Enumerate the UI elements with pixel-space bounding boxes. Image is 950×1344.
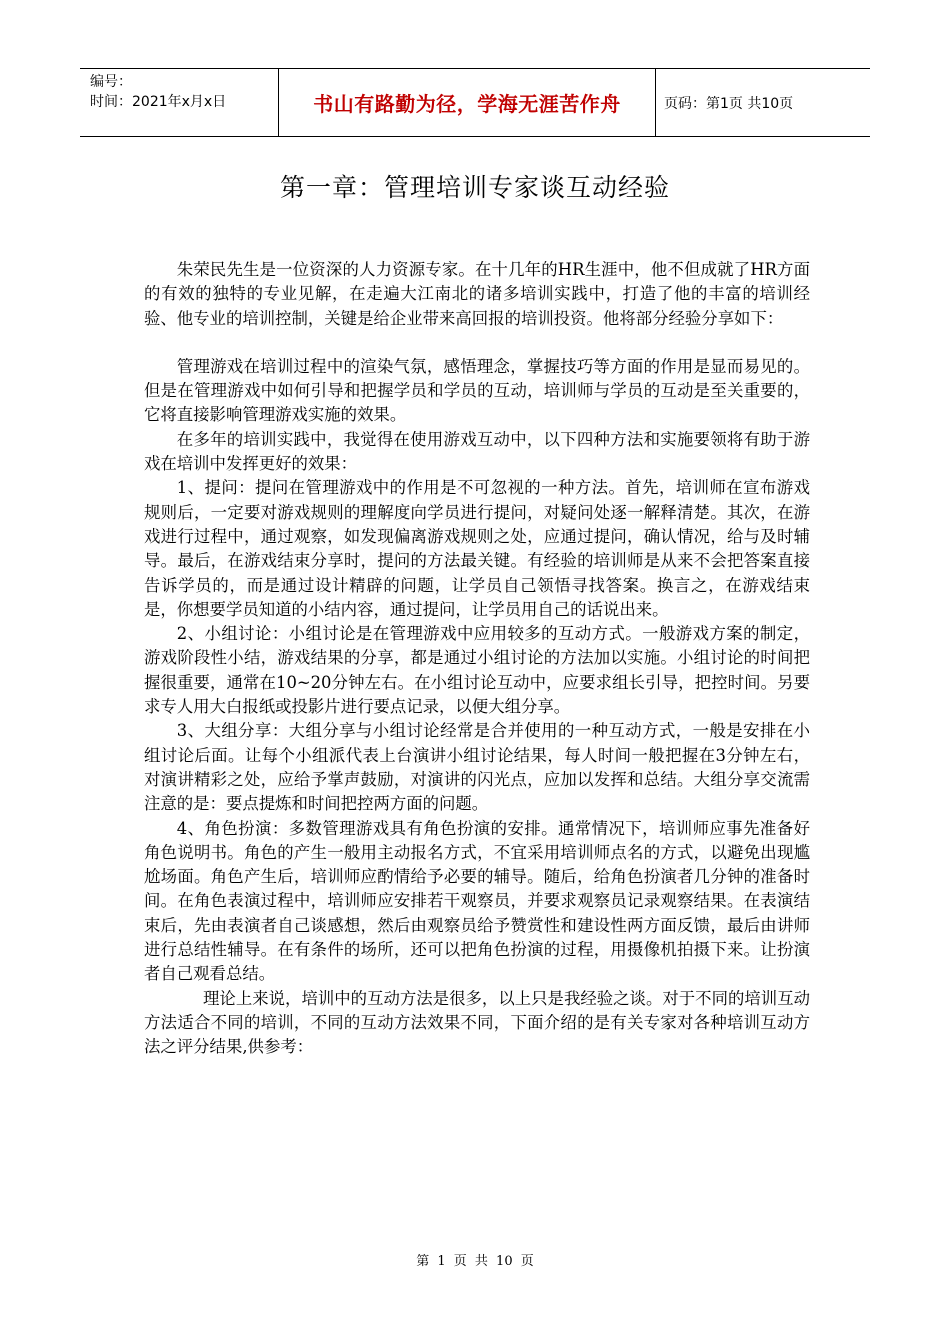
- header-page-label: 页码：第1页 共10页: [664, 95, 794, 112]
- paragraph-method-group-discussion: 2、小组讨论：小组讨论是在管理游戏中应用较多的互动方式。一般游戏方案的制定，游戏阶段性小结，游戏结果的分享，都是通过小组讨论的方法加以实施。小组讨论的时间把握很重要，通常在10~20分钟左右。在小组讨论互动中，应要求组长引导，把控时间。另要求专人用大白报纸或投影片进行要点记录，以便大组分享。: [144, 624, 810, 717]
- page-header: [80, 68, 870, 137]
- paragraph-methods-intro: 在多年的培训实践中，我觉得在使用游戏互动中，以下四种方法和实施要领将有助于游戏在培训中发挥更好的效果：: [144, 429, 810, 474]
- chapter-title: 第一章：管理培训专家谈互动经验: [279, 173, 670, 202]
- paragraph-method-large-group-sharing: 3、大组分享：大组分享与小组讨论经常是合并使用的一种互动方式，一般是安排在小组讨论后面。让每个小组派代表上台演讲小组讨论结果，每人时间一般把握在3分钟左右，对演讲精彩之处，应给予掌声鼓励，对演讲的闪光点，应加以发挥和总结。大组分享交流需注意的是：要点提炼和时间把控两方面的问题。: [144, 721, 810, 814]
- header-meta: [80, 69, 279, 136]
- doc-number-label: 编号：: [90, 74, 132, 90]
- paragraph-method-role-play: 4、角色扮演：多数管理游戏具有角色扮演的安排。通常情况下，培训师应事先准备好角色说明书。角色的产生一般用主动报名方式，不宜采用培训师点名的方式，以避免出现尴尬场面。角色产生后，培训师应酌情给予必要的辅导。随后，给角色扮演者几分钟的准备时间。在角色表演过程中，培训师应安排若干观察员，并要求观察员记录观察结果。在表演结束后，先由表演者自己谈感想，然后由观察员给予赞赏性和建设性两方面反馈，最后由讲师进行总结性辅导。在有条件的场所，还可以把角色扮演的过程，用摄像机拍摄下来。让扮演者自己观看总结。: [144, 818, 810, 984]
- paragraph-method-questioning: 1、提问：提问在管理游戏中的作用是不可忽视的一种方法。首先，培训师在宣布游戏规则后，一定要对游戏规则的理解度向学员进行提问，对疑问处逐一解释清楚。其次，在游戏进行过程中，通过观察，如发现偏离游戏规则之处，应通过提问，确认情况，给与及时辅导。最后，在游戏结束分享时，提问的方法最关键。有经验的培训师是从来不会把答案直接告诉学员的，而是通过设计精辟的问题，让学员自己领悟寻找答案。换言之，在游戏结束是，你想要学员知道的小结内容，通过提问，让学员用自己的话说出来。: [144, 478, 810, 619]
- header-motto: 书山有路勤为径，学海无涯苦作舟: [279, 69, 656, 136]
- doc-date-label: 时间：2021年x月x日: [90, 94, 227, 110]
- paragraph-intro: 朱荣民先生是一位资深的人力资源专家。在十几年的HR生涯中，他不但成就了HR方面的有效的独特的专业见解，在走遍大江南北的诸多培训实践中，打造了他的丰富的培训经验、他专业的培训控制，关键是给企业带来高回报的培训投资。他将部分经验分享如下：: [144, 260, 810, 328]
- document-body: [144, 258, 810, 1060]
- paragraph-conclusion: 理论上来说，培训中的互动方法是很多，以上只是我经验之谈。对于不同的培训互动方法适合不同的培训，不同的互动方法效果不同，下面介绍的是有关专家对各种培训互动方法之评分结果,供参考：: [144, 988, 810, 1057]
- paragraph-games: 管理游戏在培训过程中的渲染气氛，感悟理念，掌握技巧等方面的作用是显而易见的。但是在管理游戏中如何引导和把握学员和学员的互动，培训师与学员的互动是至关重要的，它将直接影响管理游戏实施的效果。: [144, 356, 810, 425]
- page-footer: 第 1 页 共 10 页: [416, 1254, 534, 1269]
